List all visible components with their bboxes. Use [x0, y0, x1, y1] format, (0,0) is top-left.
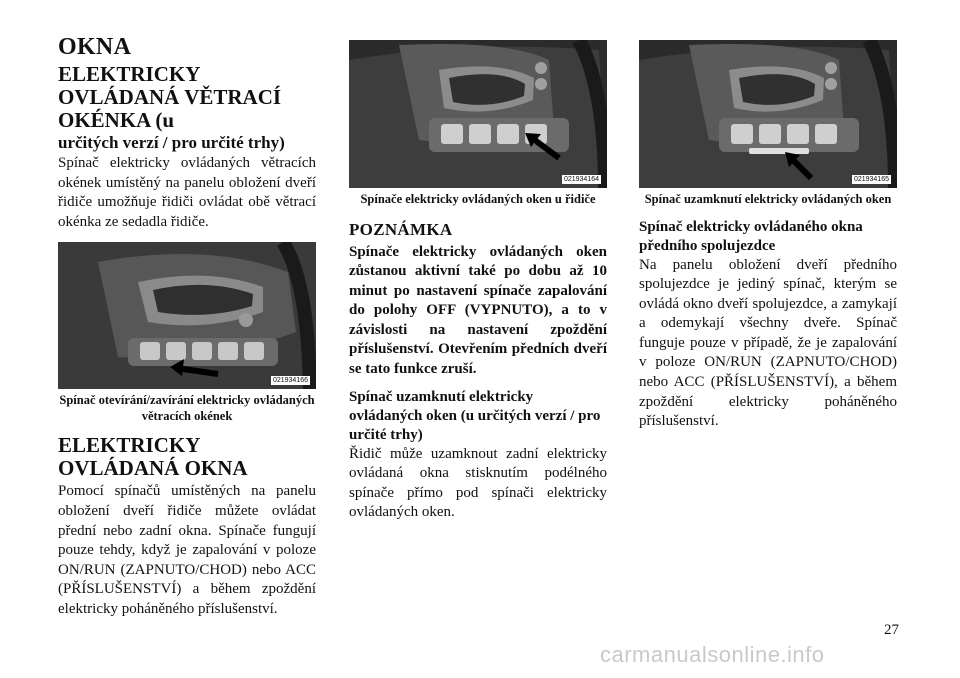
para-vent-windows: Spínač elektricky ovládaných větracích okének umístěný na panelu obložení dveří řidiče umožňuje řidiči ovládat obě větrací okénka ze sedadla řidiče.: [58, 155, 316, 230]
heading-passenger-switch: Spínač elektricky ovládaného okna předního spolujezdce: [639, 218, 863, 254]
door-panel-illustration: [58, 242, 316, 389]
column-left: [58, 34, 316, 620]
door-panel-illustration: [639, 40, 897, 188]
section-title: OKNA: [58, 34, 132, 60]
para-window-lockout: Řidič může uzamknout zadní elektricky ovládaná okna stisknutím podélného spínače přímo pod spínači elektricky ovládaných oken.: [349, 445, 607, 521]
figure-id: 021934164: [563, 176, 599, 183]
note-title: POZNÁMKA: [349, 219, 453, 239]
figure-lockout-switch: [639, 40, 897, 188]
heading-window-lockout: Spínač uzamknutí elektricky ovládaných oken (u určitých verzí / pro určité trhy): [349, 388, 601, 443]
heading-vent-windows: ELEKTRICKY OVLÁDANÁ VĚTRACÍ OKÉNKA (u: [58, 62, 282, 132]
figure-id: 021934166: [272, 377, 308, 385]
para-power-windows: Pomocí spínačů umístěných na panelu obložení dveří řidiče můžete ovládat přední nebo zadní okna. Spínače fungují pouze tehdy, když je zapalování v poloze ON/RUN (ZAPNUTO/CHOD) nebo ACC (PŘÍSLUŠENSTVÍ) a během zpoždění elektricky poháněného příslušenství.: [58, 483, 316, 617]
note-text: Spínače elektricky ovládaných oken zůstanou aktivní také po dobu až 10 minut po nastavení spínače zapalování do polohy OFF (VYPNUTO), a to v závislosti na nastavení zpoždění příslušenství. Otevřením předních dveří se tato funkce zruší.: [349, 243, 607, 378]
page-number: 27: [884, 622, 899, 638]
heading-power-windows: ELEKTRICKY OVLÁDANÁ OKNA: [58, 433, 248, 481]
para-passenger-switch: Na panelu obložení dveří předního spolujezdce je jediný spínač, kterým se ovládá okno dveří spolujezdce, a zamykají a odemykají všechny dveře. Spínač funguje pouze v případě, že je zapalování v poloze ON/RUN (ZAPNUTO/CHOD) nebo ACC (PŘÍSLUŠENSTVÍ), a během zpoždění elektricky poháněného příslušenství.: [639, 256, 897, 430]
column-right: [639, 40, 897, 432]
figure-caption: Spínač otevírání/zavírání elektricky ovládaných větracích okének: [59, 393, 315, 423]
figure-id: 021934165: [853, 176, 889, 183]
watermark: carmanualsonline.info: [600, 642, 825, 667]
figure-caption: Spínač uzamknutí elektricky ovládaných oken: [644, 192, 892, 206]
heading-vent-windows-sub: určitých verzí / pro určité trhy): [58, 133, 285, 152]
figure-vent-switch: [58, 242, 316, 389]
door-panel-illustration: [349, 40, 607, 188]
figure-caption: Spínače elektricky ovládaných oken u řidiče: [360, 192, 596, 206]
figure-driver-switches: [349, 40, 607, 188]
column-middle: [349, 40, 607, 523]
